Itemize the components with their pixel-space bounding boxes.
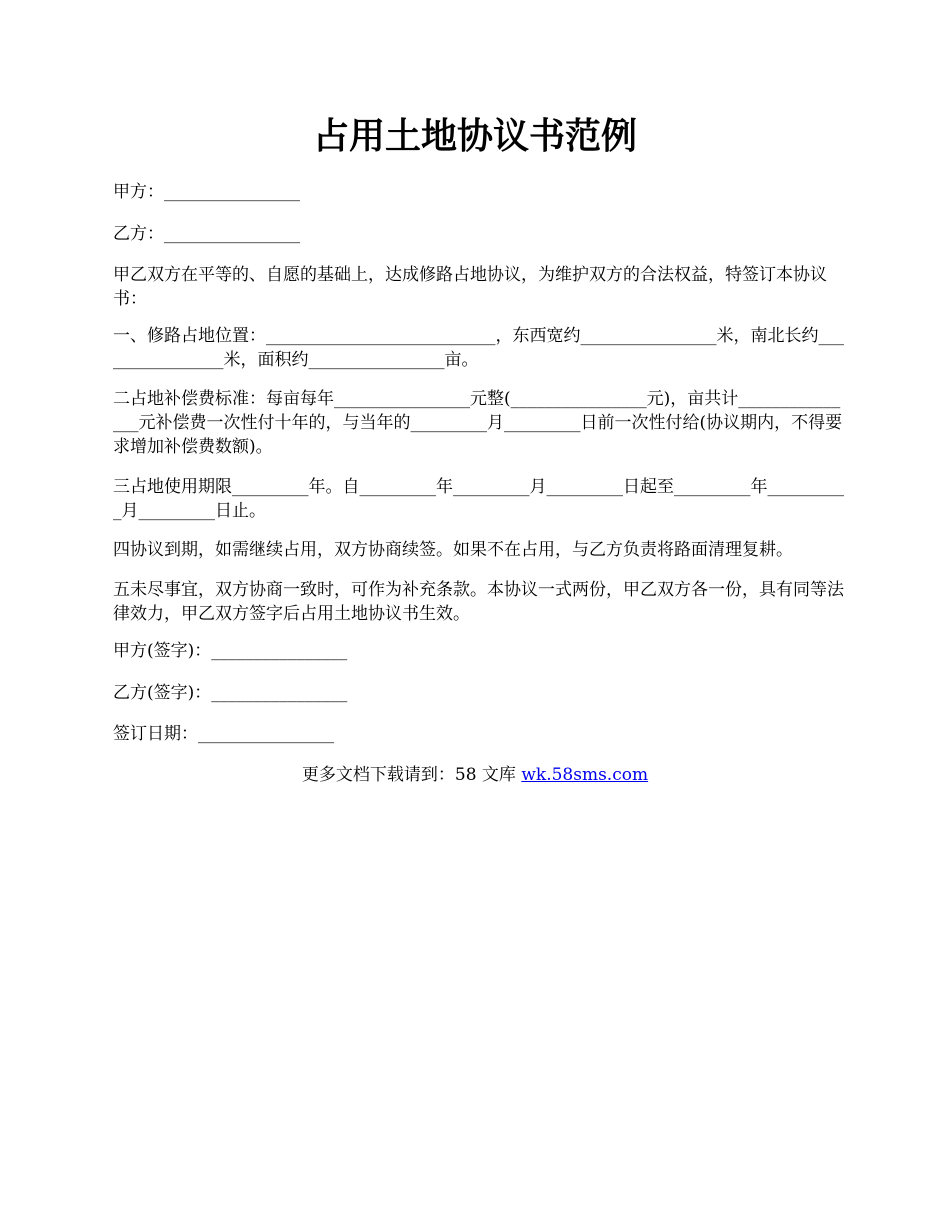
- clause-4-paragraph: 四协议到期，如需继续占用，双方协商续签。如果不在占用，与乙方负责将路面清理复耕。: [113, 540, 793, 560]
- party-b-line: 乙方：________________: [113, 224, 300, 244]
- clause-5-paragraph: 五未尽事宜，双方协商一致时，可作为补充条款。本协议一式两份，甲乙双方各一份，具有同等法律效力，甲乙双方签字后占用土地协议书生效。: [113, 580, 844, 624]
- clause-3-paragraph: 三占地使用期限_________年。自_________年_________月_________日起至_________年__________月_________日止。: [113, 477, 844, 521]
- footer-link[interactable]: wk.58sms.com: [521, 765, 649, 785]
- signature-party-a: 甲方(签字)：________________: [113, 641, 348, 661]
- footer: [0, 763, 950, 787]
- signing-date-line: 签订日期：________________: [113, 724, 334, 744]
- footer-text: 更多文档下载请到：58 文库: [301, 765, 522, 785]
- intro-paragraph: 甲乙双方在平等的、自愿的基础上，达成修路占地协议，为维护双方的合法权益，特签订本协议书：: [113, 265, 827, 309]
- party-a-line: 甲方：________________: [113, 182, 300, 202]
- clause-2-paragraph: 二占地补偿费标准：每亩每年________________元整(________________元)，亩共计_______________元补偿费一次性付十年的，与当年的_________月_________日前一次性付给(协议期内，不得要求增加补偿费数额)。: [113, 389, 843, 457]
- document-title: 占用土地协议书范例: [312, 115, 637, 157]
- signature-party-b: 乙方(签字)：________________: [113, 683, 348, 703]
- clause-1-paragraph: 一、修路占地位置：___________________________，东西宽约________________米，南北长约________________米，面积约________________亩。: [113, 326, 844, 370]
